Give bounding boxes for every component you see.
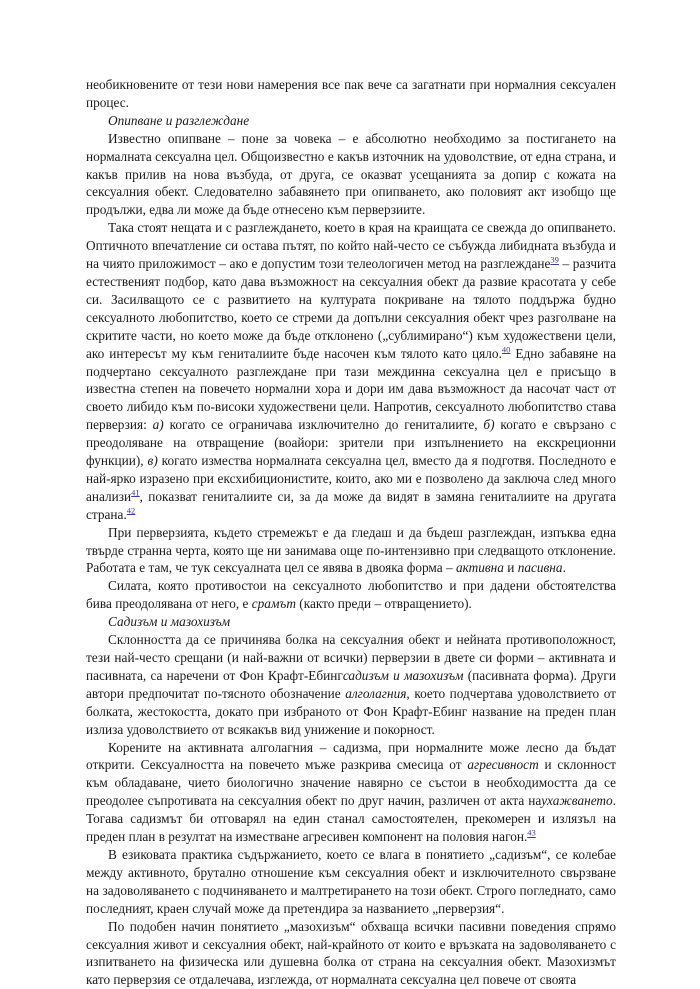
italic-term: мазохизъм — [404, 667, 464, 683]
footnote-ref-42[interactable]: 42 — [126, 505, 136, 516]
text-run: , показват гениталиите си, за да може да видят в замяна гениталиите на другата страна. — [86, 488, 616, 522]
italic-term: ухажването — [541, 793, 613, 809]
text-run: (пасивната форма). Други автори предпочитат по-тясното обозначение — [86, 667, 616, 701]
paragraph-sadism-usage: В езиковата практика съдържанието, което се влага в понятието „садизъм“, се колебае между активното, брутално отношение към сексуалния обект и изключителното свързване на задоволяването с подчиняването и малтретирането на този обект. Строго погледнато, само последният, краен случай може да претендира за названието „перверзия“. — [86, 846, 616, 916]
text-run: . — [562, 560, 566, 576]
section-heading-sadism-masochism: Садизъм и мазохизъм — [108, 614, 231, 630]
paragraph-touching: Известно опипване – поне за човека – е абсолютно необходимо за постигането на нормалната сексуална цел. Общоизвестно е какъв източник на удоволствие, от една страна, и какъв прилив на нова възбуда, от друга, се оказват усещанията за допир с кожата на сексуалния обект. Следователно забавянето при опипването, ако половият акт изобщо ще продължи, едва ли може да бъде отнесено към перверзиите. — [86, 130, 616, 218]
paragraph-intro: необикновените от тези нови намерения все пак вече са загатнати при нормалния сексуален процес. — [86, 77, 616, 110]
italic-term: пасивна — [517, 560, 563, 576]
italic-term: срамът — [251, 596, 296, 612]
text-run: когато се ограничава изключително до гениталиите, — [163, 417, 484, 433]
paragraph-algolagnia — [86, 631, 616, 738]
paragraph-perversion-looking — [86, 524, 616, 578]
paragraph-masochism: По подобен начин понятието „мазохизъм“ обхваща всички пасивни поведения спрямо сексуалния живот и сексуалния обект, най-крайното от които е връзката на задоволяването с изпитването на физическа или душевна болка от страна на сексуалния обект. Мазохизмът като перверзия се отдалечава, изглежда, от нормалната сексуална цел повече от своята — [86, 918, 616, 988]
italic-term: активна — [455, 560, 504, 576]
document-page — [86, 76, 616, 989]
text-run: когато измества нормалната сексуална цел, вместо да я подготвя. Последното е най-ярко изразено при ексхибиционистите, които, ако ми е позволено да заключа след много анализи — [86, 453, 617, 504]
footnote-ref-40[interactable]: 40 — [501, 344, 511, 355]
text-run: Така стоят нещата и с разглеждането, което в края на краищата се свежда до опипването. Оптичното впечатление си остава пътят, по който най-често се събужда либидната възбуда и на чиято приложимост – ако е допустим този телеологичен метод на разглеждане — [86, 220, 616, 272]
footnote-ref-39[interactable]: 39 — [550, 254, 559, 265]
section-heading-touching-looking: Опипване и разглеждане — [108, 112, 250, 128]
italic-term: садизъм — [342, 667, 389, 683]
text-run: (както преди – отвращението). — [295, 596, 472, 612]
footnote-ref-41[interactable]: 41 — [131, 487, 140, 498]
text-run: когато е свързано с преодоляване на отвращение (воайори: зрители при изпълнението на екскреционни функции), — [86, 417, 616, 469]
text-run: и склонност към обладаване, чието биологично значение навярно се състои в необходимостта да се преодолее съпротивата на сексуалния обект по друг начин, различен от акта на — [86, 757, 616, 809]
paragraph-shame — [86, 577, 616, 613]
paragraph-sadism-roots — [86, 739, 616, 846]
paragraph-looking — [86, 219, 616, 523]
footnote-ref-43[interactable]: 43 — [527, 827, 536, 838]
text-run: . Тогава садизмът би отговарял на един станал самостоятелен, прекомерен и излязъл на преден план в резултат на изместване агресивен компонент на половия нагон. — [86, 793, 616, 845]
text-run: и — [503, 560, 518, 576]
text-run: Корените на активната алголагния – садизма, при нормалните може лесно да бъдат открити. Сексуалността на повечето мъже разкрива смесица от — [86, 739, 616, 773]
italic-term: алголагния — [345, 685, 407, 701]
text-run: , което подчертава удоволствието от болката, жестокостта, докато при избраното от Фон Крафт-Ебинг название на преден план излиза удоволствието от всякакъв вид унижение и покорност. — [86, 685, 616, 737]
text-run: При перверзията, където стремежът е да гледаш и да бъдеш разглеждан, изпъква една твърде странна черта, която ще ни занимава още по-интензивно при следващото отклонение. Работата е там, че тук сексуалната цел се явява в двояка форма – — [86, 524, 616, 576]
italic-marker: в) — [147, 453, 158, 469]
text-run: Склонността да се причинява болка на сексуалния обект и нейната противоположност, тези най-често срещани (и най-важни от всички) перверзии в двете си форми – активната и пасивната, са наречени от Фон Крафт-Ебинг — [86, 632, 616, 683]
italic-marker: б) — [483, 417, 495, 433]
text-run: Едно забавяне на подчертано сексуалното разглеждане при тази междинна сексуална цел е присъщо в известна степен на повечето нормални хора и дори им дава възможност да насочат част от своето либидо към по-високи художествени цели. Напротив, сексуалното любопитство става перверзия: — [86, 345, 616, 433]
italic-marker: а) — [152, 417, 164, 433]
italic-term: агресивност — [467, 757, 539, 773]
text-run: Силата, която противостои на сексуалното любопитство и при дадени обстоятелства бива преодолявана от него, е — [86, 578, 616, 612]
text-run: – разчита естественият подбор, като дава възможност на сексуалния обект да развие красотата у себе си. Засилващото се с развитието на културата покриване на тялото поддържа будно сексуалното любопитство, което се стреми да допълни сексуалния обект чрез разголване на скритите части, но което може да бъде отклонено („сублимирано“) към художествени цели, ако интересът му към гениталиите бъде насочен към тялото като цяло. — [86, 256, 617, 361]
italic-term: и — [388, 667, 405, 683]
